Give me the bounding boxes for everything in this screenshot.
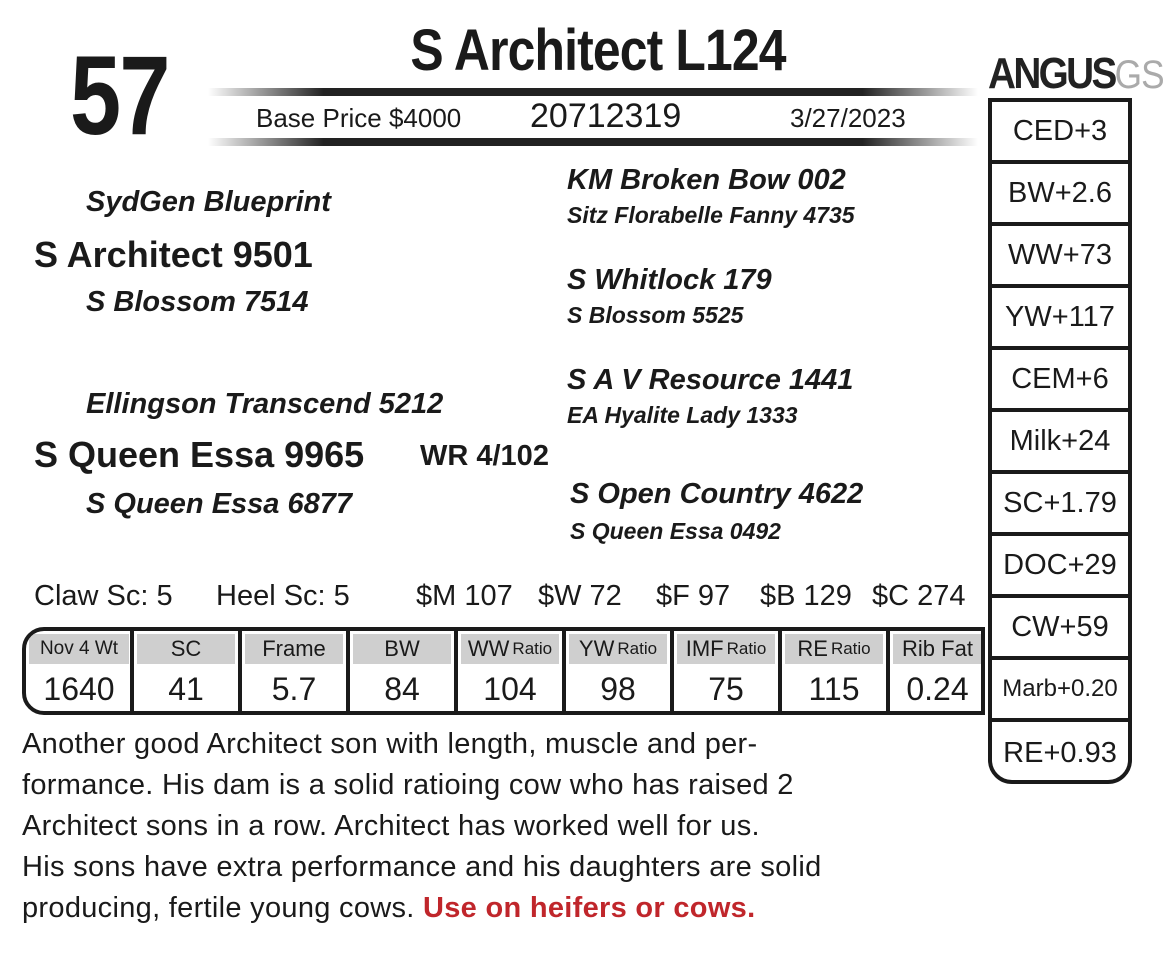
bull-name: S Architect L124 [410,18,786,83]
table-column [350,631,454,711]
epd-marb: Marb+0.20 [992,660,1128,722]
epd-panel [988,98,1132,784]
epd-cem: CEM+6 [992,350,1128,412]
table-column [890,631,985,711]
table-header: WW Ratio [461,634,559,664]
birth-date: 3/27/2023 [790,103,906,133]
index-w: $W 72 [538,580,622,612]
pedigree-dam: S Queen Essa 9965 [34,434,365,475]
table-header: SC [137,634,235,664]
pedigree-gg1-dam: Sitz Florabelle Fanny 4735 [567,202,855,228]
description-line: formance. His dam is a solid ratioing cow who has raised 2 [22,769,794,801]
pedigree-gg3-sire: S A V Resource 1441 [567,364,854,396]
pedigree-sire-sire: SydGen Blueprint [86,186,331,218]
pedigree-gg4-dam: S Queen Essa 0492 [570,518,781,544]
pedigree-gg1-sire: KM Broken Bow 002 [567,164,846,196]
epd-re: RE+0.93 [1003,736,1117,769]
table-value: 0.24 [906,670,969,707]
table-column [242,631,346,711]
table-value: 115 [808,670,860,707]
description-highlight: Use on heifers or cows. [423,892,756,924]
table-value: 41 [168,670,204,707]
table-value: 75 [708,670,744,707]
table-header: Frame [245,634,343,664]
description-line: producing, fertile young cows. Use on heifers or cows. [22,892,756,924]
performance-table [22,627,985,715]
epd-doc: DOC+29 [992,536,1128,598]
pedigree-sire: S Architect 9501 [34,234,313,275]
index-f: $F 97 [656,580,731,612]
table-column [458,631,562,711]
description-line: His sons have extra performance and his daughters are solid [22,851,822,883]
index-c: $C 274 [872,580,966,612]
epd-cw: CW+59 [992,598,1128,660]
pedigree-gg2-dam: S Blossom 5525 [567,302,744,328]
header-rule-top [208,88,978,96]
pedigree-gg4-sire: S Open Country 4622 [570,478,864,510]
description-line: Another good Architect son with length, muscle and per- [22,728,758,760]
table-header: BW [353,634,451,664]
angus-gs-logo: ANGUSGS [988,49,1164,98]
pedigree-gg3-dam: EA Hyalite Lady 1333 [567,402,798,428]
epd-ced: CED+3 [992,102,1128,164]
registration-number: 20712319 [530,97,682,135]
dam-wr-note: WR 4/102 [420,440,549,472]
epd-ww: WW+73 [992,226,1128,288]
base-price: Base Price $4000 [256,103,462,133]
table-value: 104 [483,670,537,707]
table-column [782,631,886,711]
table-value: 1640 [43,670,115,707]
table-value: 84 [384,670,420,707]
pedigree-gg2-sire: S Whitlock 179 [567,264,772,296]
epd-sc: SC+1.79 [992,474,1128,536]
lot-number: 57 [70,33,169,158]
table-column [566,631,670,711]
table-header: IMF Ratio [677,634,775,664]
epd-milk: Milk+24 [992,412,1128,474]
table-header: Nov 4 Wt [29,634,129,664]
pedigree-dam-sire: Ellingson Transcend 5212 [86,388,444,420]
table-value: 5.7 [271,670,317,707]
index-m: $M 107 [416,580,513,612]
table-value: 98 [600,670,636,707]
heel-score: Heel Sc: 5 [216,580,350,612]
claw-score: Claw Sc: 5 [34,580,173,612]
epd-bw: BW+2.6 [992,164,1128,226]
table-column [134,631,238,711]
index-b: $B 129 [760,580,852,612]
pedigree-dam-dam: S Queen Essa 6877 [86,488,352,520]
description-line: Architect sons in a row. Architect has worked well for us. [22,810,760,842]
table-header: YW Ratio [569,634,667,664]
table-header: Rib Fat [893,634,982,664]
table-column [26,631,132,711]
header-rule-bottom [208,138,978,146]
table-header: RE Ratio [785,634,883,664]
pedigree-sire-dam: S Blossom 7514 [86,286,309,318]
table-column [674,631,778,711]
epd-yw: YW+117 [992,288,1128,350]
bull-description [22,724,972,929]
